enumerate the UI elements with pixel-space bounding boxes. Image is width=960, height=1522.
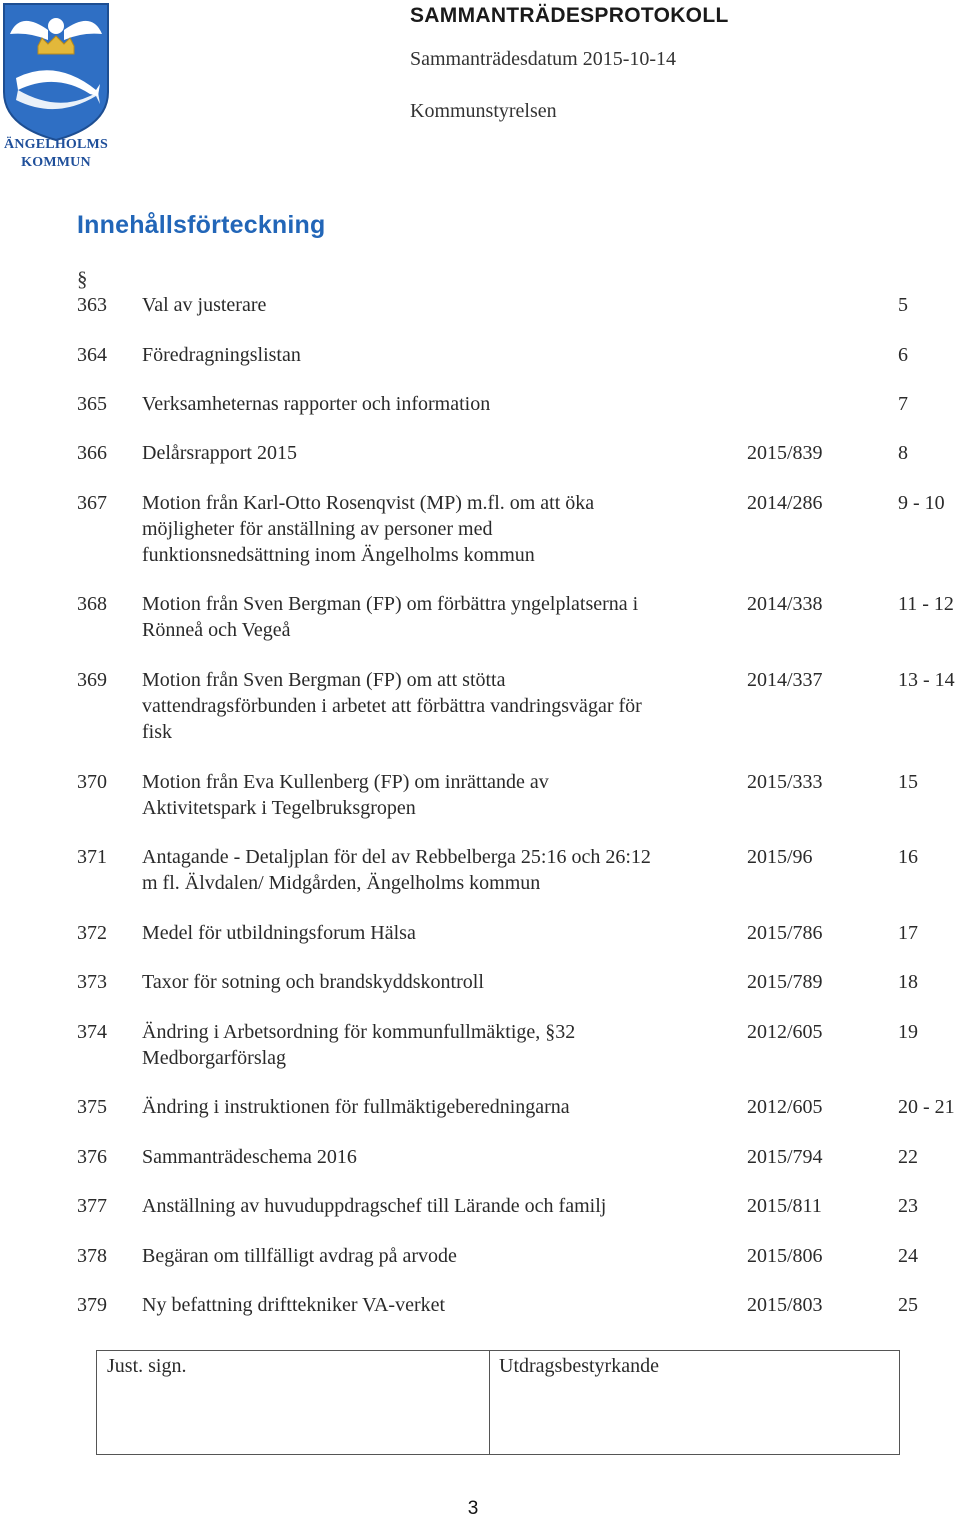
item-page: 7 <box>898 393 908 415</box>
item-dnr: 2014/338 <box>747 593 823 615</box>
item-page: 5 <box>898 294 908 316</box>
section-symbol: § <box>77 267 88 291</box>
item-title: Motion från Sven Bergman (FP) om att stötta vattendragsförbunden i arbetet att förbättra vandringsvägar för fisk <box>142 669 642 743</box>
item-dnr: 2015/803 <box>747 1294 823 1316</box>
item-title: Ny befattning drifttekniker VA-verket <box>142 1294 446 1316</box>
item-number: 375 <box>77 1096 107 1118</box>
item-title: Antagande - Detaljplan för del av Rebbelberga 25:16 och 26:12 m fl. Älvdalen/ Midgården, Ängelholms kommun <box>142 846 651 894</box>
meeting-date: Sammanträdesdatum 2015-10-14 <box>410 48 677 70</box>
item-page: 8 <box>898 442 908 464</box>
page-number: 3 <box>467 1498 479 1519</box>
item-number: 379 <box>77 1294 107 1316</box>
item-number: 365 <box>77 393 107 415</box>
toc-title: Innehållsförteckning <box>77 211 326 239</box>
item-title: Föredragningslistan <box>142 344 301 366</box>
logo-name-line1: ÄNGELHOLMS <box>4 137 108 152</box>
item-title: Verksamheternas rapporter och information <box>142 393 491 415</box>
item-dnr: 2015/96 <box>747 846 813 868</box>
item-page: 15 <box>898 771 918 793</box>
signature-divider <box>489 1351 490 1454</box>
item-dnr: 2012/605 <box>747 1096 823 1118</box>
item-page: 25 <box>898 1294 918 1316</box>
item-title: Ändring i Arbetsordning för kommunfullmäktige, §32 Medborgarförslag <box>142 1021 576 1069</box>
document-type: SAMMANTRÄDESPROTOKOLL <box>410 4 729 27</box>
item-title: Motion från Eva Kullenberg (FP) om inrättande av Aktivitetspark i Tegelbruksgropen <box>142 771 549 819</box>
item-title: Anställning av huvuduppdragschef till Lärande och familj <box>142 1195 607 1217</box>
item-page: 13 - 14 <box>898 669 955 691</box>
item-dnr: 2015/794 <box>747 1146 823 1168</box>
item-title: Begäran om tillfälligt avdrag på arvode <box>142 1245 457 1267</box>
item-page: 23 <box>898 1195 918 1217</box>
item-number: 377 <box>77 1195 107 1217</box>
item-page: 19 <box>898 1021 918 1043</box>
item-title: Taxor för sotning och brandskyddskontroll <box>142 971 484 993</box>
item-number: 367 <box>77 492 107 514</box>
item-dnr: 2015/806 <box>747 1245 823 1267</box>
item-number: 369 <box>77 669 107 691</box>
item-page: 22 <box>898 1146 918 1168</box>
item-page: 9 - 10 <box>898 492 945 514</box>
item-number: 366 <box>77 442 107 464</box>
item-number: 372 <box>77 922 107 944</box>
adjuster-signature-label: Just. sign. <box>107 1355 187 1377</box>
item-dnr: 2015/333 <box>747 771 823 793</box>
item-page: 24 <box>898 1245 918 1267</box>
item-number: 371 <box>77 846 107 868</box>
item-dnr: 2015/786 <box>747 922 823 944</box>
logo-name-line2: KOMMUN <box>21 155 91 170</box>
extract-certification-label: Utdragsbestyrkande <box>499 1355 659 1377</box>
item-title: Motion från Karl-Otto Rosenqvist (MP) m.fl. om att öka möjligheter för anställning av personer med funktionsnedsättning inom Ängelholms kommun <box>142 492 595 566</box>
item-number: 364 <box>77 344 107 366</box>
item-dnr: 2015/839 <box>747 442 823 464</box>
item-title: Motion från Sven Bergman (FP) om förbättra yngelplatserna i Rönneå och Vegeå <box>142 593 639 641</box>
item-number: 376 <box>77 1146 107 1168</box>
item-title: Delårsrapport 2015 <box>142 442 297 464</box>
item-dnr: 2012/605 <box>747 1021 823 1043</box>
organization-body: Kommunstyrelsen <box>410 100 557 122</box>
item-dnr: 2015/789 <box>747 971 823 993</box>
item-number: 363 <box>77 294 107 316</box>
item-page: 20 - 21 <box>898 1096 955 1118</box>
signature-box <box>96 1350 900 1455</box>
item-dnr: 2014/286 <box>747 492 823 514</box>
item-title: Sammanträdeschema 2016 <box>142 1146 357 1168</box>
item-page: 17 <box>898 922 918 944</box>
item-page: 18 <box>898 971 918 993</box>
item-number: 378 <box>77 1245 107 1267</box>
item-page: 11 - 12 <box>898 593 954 615</box>
item-title: Ändring i instruktionen för fullmäktigeberedningarna <box>142 1096 570 1118</box>
item-title: Medel för utbildningsforum Hälsa <box>142 922 416 944</box>
item-title: Val av justerare <box>142 294 267 316</box>
item-number: 374 <box>77 1021 107 1043</box>
item-page: 16 <box>898 846 918 868</box>
item-dnr: 2015/811 <box>747 1195 822 1217</box>
item-dnr: 2014/337 <box>747 669 823 691</box>
item-number: 370 <box>77 771 107 793</box>
item-number: 368 <box>77 593 107 615</box>
item-page: 6 <box>898 344 908 366</box>
item-number: 373 <box>77 971 107 993</box>
